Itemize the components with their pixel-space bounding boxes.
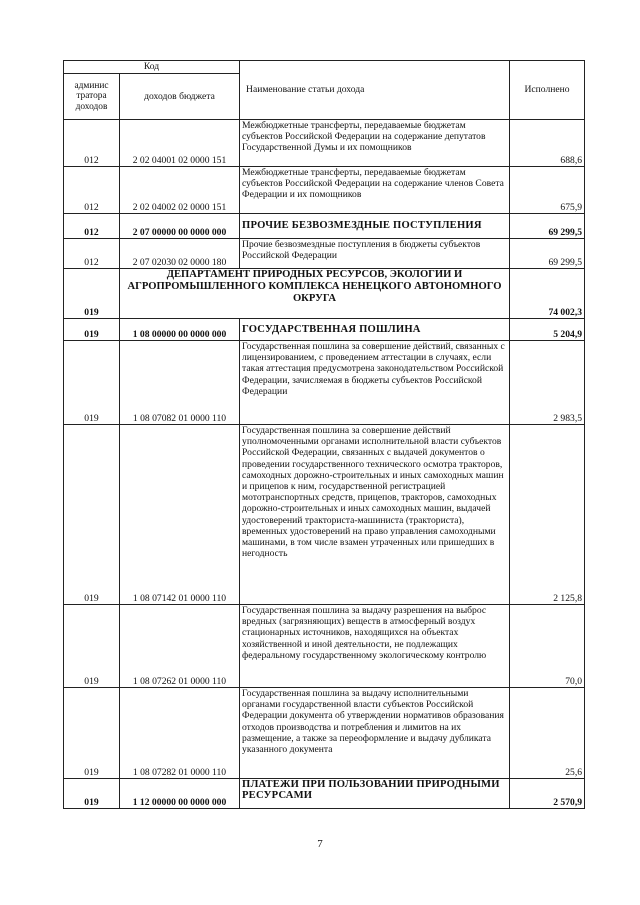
budget-code: 1 08 07142 01 0000 110 (120, 425, 240, 605)
table-row (64, 425, 585, 605)
table-row-section (64, 214, 585, 239)
admin-code: 019 (64, 605, 120, 688)
admin-code: 019 (64, 341, 120, 425)
table-row (64, 167, 585, 214)
item-amount: 5 204,9 (510, 319, 585, 341)
item-amount: 688,6 (510, 120, 585, 167)
item-name: Государственная пошлина за выдачу разрешения на выброс вредных (загрязняющих) веществ в атмосферный воздух стационарных источников, находящихся на объектах хозяйственной и иной деятельности, не подлежащих федеральному государственному экологическому контролю (240, 605, 510, 688)
item-name: Межбюджетные трансферты, передаваемые бюджетам субъектов Российской Федерации на содержание членов Совета Федерации и их помощников (240, 167, 510, 214)
budget-code: 2 02 04002 02 0000 151 (120, 167, 240, 214)
budget-code: 1 12 00000 00 0000 000 (120, 779, 240, 809)
budget-code: 1 08 07282 01 0000 110 (120, 688, 240, 779)
table-row (64, 239, 585, 269)
header-row-kod (64, 61, 585, 74)
item-amount: 2 570,9 (510, 779, 585, 809)
table-row-department (64, 269, 585, 319)
budget-code: 2 02 04001 02 0000 151 (120, 120, 240, 167)
admin-code: 019 (64, 319, 120, 341)
header-executed: Исполнено (510, 61, 585, 120)
header-budget-code: доходов бюджета (120, 74, 240, 120)
item-amount: 2 983,5 (510, 341, 585, 425)
table-row-section (64, 779, 585, 809)
budget-code: 2 07 02030 02 0000 180 (120, 239, 240, 269)
item-amount: 69 299,5 (510, 214, 585, 239)
item-name: Межбюджетные трансферты, передаваемые бюджетам субъектов Российской Федерации на содержание депутатов Государственной Думы и их помощников (240, 120, 510, 167)
header-kod: Код (64, 61, 240, 74)
item-name: Государственная пошлина за совершение действий уполномоченными органами исполнительной власти субъектов Российской Федерации, связанных с выдачей документов о проведении государственного технического осмотра тракторов, самоходных дорожно-строительных и иных самоходных машин и прицепов к ним, государственной регистрацией мототранспортных средств, прицепов, тракторов, самоходных дорожно-строительных и иных самоходных машин, выдачей удостоверений тракториста-машиниста (тракториста), временных удостоверений на право управления самоходными машинами, в том числе взамен утраченных или пришедших в негодность (240, 425, 510, 605)
admin-code: 012 (64, 120, 120, 167)
table-row (64, 120, 585, 167)
budget-code: 1 08 07262 01 0000 110 (120, 605, 240, 688)
admin-code: 019 (64, 688, 120, 779)
header-name: Наименование статьи дохода (240, 61, 510, 120)
admin-code: 012 (64, 167, 120, 214)
admin-code: 012 (64, 239, 120, 269)
item-name: ГОСУДАРСТВЕННАЯ ПОШЛИНА (240, 319, 510, 341)
admin-code: 012 (64, 214, 120, 239)
item-amount: 70,0 (510, 605, 585, 688)
item-name: Государственная пошлина за совершение действий, связанных с лицензированием, с проведением аттестации в случаях, если такая аттестация предусмотрена законодательством Российской Федерации, зачисляемая в бюджеты субъектов Российской Федерации (240, 341, 510, 425)
table-row (64, 341, 585, 425)
item-amount: 69 299,5 (510, 239, 585, 269)
table-row (64, 688, 585, 779)
item-amount: 25,6 (510, 688, 585, 779)
table-row-section (64, 319, 585, 341)
page-number: 7 (317, 838, 323, 850)
department-name: ДЕПАРТАМЕНТ ПРИРОДНЫХ РЕСУРСОВ, ЭКОЛОГИИ И АГРОПРОМЫШЛЕННОГО КОМПЛЕКСА НЕНЕЦКОГО АВТОНОМНОГО ОКРУГА (120, 269, 510, 319)
header-admin: админис тратора доходов (64, 74, 120, 120)
admin-code: 019 (64, 779, 120, 809)
budget-code: 2 07 00000 00 0000 000 (120, 214, 240, 239)
budget-code: 1 08 07082 01 0000 110 (120, 341, 240, 425)
item-name: ПРОЧИЕ БЕЗВОЗМЕЗДНЫЕ ПОСТУПЛЕНИЯ (240, 214, 510, 239)
item-name: Государственная пошлина за выдачу исполнительными органами государственной власти субъектов Российской Федерации документа об утверждении нормативов образования отходов производства и потребления и лимитов на их размещение, а также за переоформление и выдачу дубликата указанного документа (240, 688, 510, 779)
admin-code: 019 (64, 425, 120, 605)
item-amount: 2 125,8 (510, 425, 585, 605)
admin-code: 019 (64, 269, 120, 319)
item-amount: 675,9 (510, 167, 585, 214)
item-amount: 74 002,3 (510, 269, 585, 319)
table-row (64, 605, 585, 688)
revenue-table (63, 60, 585, 809)
budget-code: 1 08 00000 00 0000 000 (120, 319, 240, 341)
item-name: Прочие безвозмездные поступления в бюджеты субъектов Российской Федерации (240, 239, 510, 269)
item-name: ПЛАТЕЖИ ПРИ ПОЛЬЗОВАНИИ ПРИРОДНЫМИ РЕСУРСАМИ (240, 779, 510, 809)
